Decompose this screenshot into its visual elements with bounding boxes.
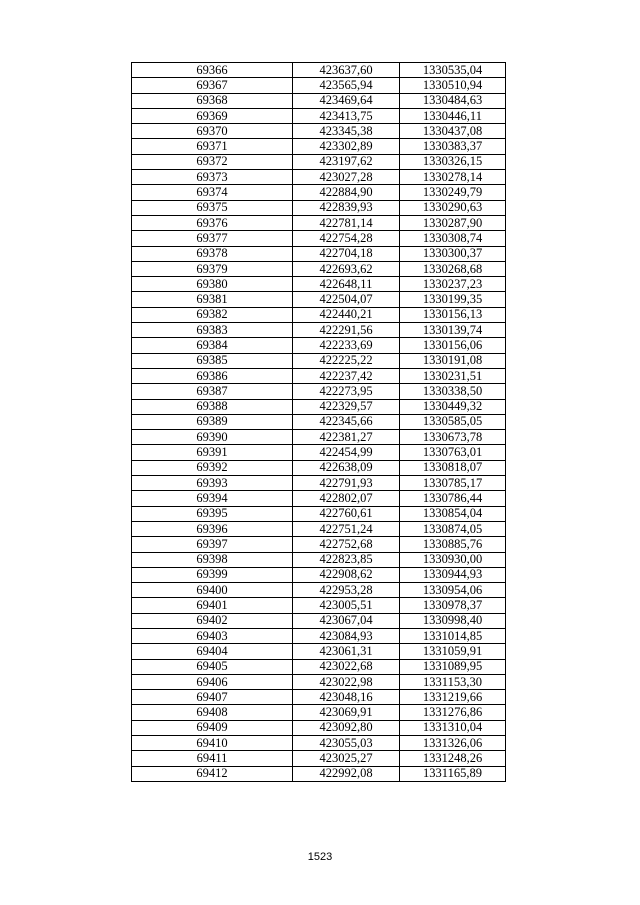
x-coordinate-cell: 422908,62 xyxy=(293,567,400,582)
point-id-cell: 69387 xyxy=(132,384,293,399)
y-coordinate-cell: 1330139,74 xyxy=(400,323,506,338)
y-coordinate-cell: 1330156,13 xyxy=(400,307,506,322)
y-coordinate-cell: 1330249,79 xyxy=(400,185,506,200)
x-coordinate-cell: 422233,69 xyxy=(293,338,400,353)
x-coordinate-cell: 422440,21 xyxy=(293,307,400,322)
x-coordinate-cell: 423084,93 xyxy=(293,628,400,643)
y-coordinate-cell: 1330308,74 xyxy=(400,231,506,246)
table-row xyxy=(132,353,506,368)
y-coordinate-cell: 1331014,85 xyxy=(400,628,506,643)
x-coordinate-cell: 422345,66 xyxy=(293,414,400,429)
x-coordinate-cell: 422802,07 xyxy=(293,491,400,506)
table-row xyxy=(132,139,506,154)
table-row xyxy=(132,93,506,108)
y-coordinate-cell: 1330326,15 xyxy=(400,154,506,169)
x-coordinate-cell: 422754,28 xyxy=(293,231,400,246)
point-id-cell: 69368 xyxy=(132,93,293,108)
coordinates-table xyxy=(131,62,506,782)
point-id-cell: 69385 xyxy=(132,353,293,368)
y-coordinate-cell: 1330854,04 xyxy=(400,506,506,521)
page-number: 1523 xyxy=(307,851,333,863)
table-row xyxy=(132,108,506,123)
point-id-cell: 69408 xyxy=(132,705,293,720)
table-row xyxy=(132,751,506,766)
y-coordinate-cell: 1330785,17 xyxy=(400,476,506,491)
x-coordinate-cell: 422884,90 xyxy=(293,185,400,200)
x-coordinate-cell: 423022,98 xyxy=(293,674,400,689)
point-id-cell: 69397 xyxy=(132,537,293,552)
table-row xyxy=(132,644,506,659)
y-coordinate-cell: 1330300,37 xyxy=(400,246,506,261)
y-coordinate-cell: 1330786,44 xyxy=(400,491,506,506)
table-row xyxy=(132,200,506,215)
x-coordinate-cell: 422791,93 xyxy=(293,476,400,491)
y-coordinate-cell: 1330156,06 xyxy=(400,338,506,353)
table-row xyxy=(132,323,506,338)
point-id-cell: 69386 xyxy=(132,368,293,383)
y-coordinate-cell: 1330449,32 xyxy=(400,399,506,414)
table-row xyxy=(132,154,506,169)
x-coordinate-cell: 423565,94 xyxy=(293,78,400,93)
x-coordinate-cell: 422381,27 xyxy=(293,430,400,445)
table-row xyxy=(132,261,506,276)
x-coordinate-cell: 423469,64 xyxy=(293,93,400,108)
table-row xyxy=(132,598,506,613)
x-coordinate-cell: 423637,60 xyxy=(293,63,400,78)
x-coordinate-cell: 422693,62 xyxy=(293,261,400,276)
point-id-cell: 69376 xyxy=(132,215,293,230)
point-id-cell: 69406 xyxy=(132,674,293,689)
y-coordinate-cell: 1331153,30 xyxy=(400,674,506,689)
x-coordinate-cell: 422504,07 xyxy=(293,292,400,307)
x-coordinate-cell: 423345,38 xyxy=(293,124,400,139)
table-row xyxy=(132,736,506,751)
table-row xyxy=(132,613,506,628)
y-coordinate-cell: 1330484,63 xyxy=(400,93,506,108)
y-coordinate-cell: 1330763,01 xyxy=(400,445,506,460)
x-coordinate-cell: 422781,14 xyxy=(293,215,400,230)
point-id-cell: 69402 xyxy=(132,613,293,628)
point-id-cell: 69392 xyxy=(132,460,293,475)
point-id-cell: 69394 xyxy=(132,491,293,506)
point-id-cell: 69403 xyxy=(132,628,293,643)
x-coordinate-cell: 422237,42 xyxy=(293,368,400,383)
x-coordinate-cell: 422839,93 xyxy=(293,200,400,215)
y-coordinate-cell: 1330944,93 xyxy=(400,567,506,582)
x-coordinate-cell: 422823,85 xyxy=(293,552,400,567)
x-coordinate-cell: 423061,31 xyxy=(293,644,400,659)
point-id-cell: 69405 xyxy=(132,659,293,674)
table-row xyxy=(132,628,506,643)
x-coordinate-cell: 422953,28 xyxy=(293,583,400,598)
table-row xyxy=(132,705,506,720)
y-coordinate-cell: 1330510,94 xyxy=(400,78,506,93)
table-row xyxy=(132,399,506,414)
y-coordinate-cell: 1330199,35 xyxy=(400,292,506,307)
table-row xyxy=(132,307,506,322)
point-id-cell: 69388 xyxy=(132,399,293,414)
table-row xyxy=(132,124,506,139)
point-id-cell: 69383 xyxy=(132,323,293,338)
y-coordinate-cell: 1330535,04 xyxy=(400,63,506,78)
x-coordinate-cell: 422329,57 xyxy=(293,399,400,414)
x-coordinate-cell: 422454,99 xyxy=(293,445,400,460)
x-coordinate-cell: 422704,18 xyxy=(293,246,400,261)
y-coordinate-cell: 1330446,11 xyxy=(400,108,506,123)
y-coordinate-cell: 1330885,76 xyxy=(400,537,506,552)
y-coordinate-cell: 1330954,06 xyxy=(400,583,506,598)
point-id-cell: 69382 xyxy=(132,307,293,322)
point-id-cell: 69373 xyxy=(132,170,293,185)
table-row xyxy=(132,430,506,445)
point-id-cell: 69378 xyxy=(132,246,293,261)
point-id-cell: 69369 xyxy=(132,108,293,123)
y-coordinate-cell: 1330383,37 xyxy=(400,139,506,154)
y-coordinate-cell: 1330287,90 xyxy=(400,215,506,230)
point-id-cell: 69400 xyxy=(132,583,293,598)
y-coordinate-cell: 1330930,00 xyxy=(400,552,506,567)
y-coordinate-cell: 1330998,40 xyxy=(400,613,506,628)
table-row xyxy=(132,690,506,705)
table-row xyxy=(132,659,506,674)
table-row xyxy=(132,491,506,506)
table-row xyxy=(132,674,506,689)
point-id-cell: 69374 xyxy=(132,185,293,200)
table-row xyxy=(132,583,506,598)
y-coordinate-cell: 1330874,05 xyxy=(400,521,506,536)
point-id-cell: 69377 xyxy=(132,231,293,246)
table-row xyxy=(132,231,506,246)
y-coordinate-cell: 1331219,66 xyxy=(400,690,506,705)
table-row xyxy=(132,460,506,475)
point-id-cell: 69412 xyxy=(132,766,293,781)
point-id-cell: 69395 xyxy=(132,506,293,521)
point-id-cell: 69410 xyxy=(132,736,293,751)
x-coordinate-cell: 422273,95 xyxy=(293,384,400,399)
x-coordinate-cell: 423022,68 xyxy=(293,659,400,674)
y-coordinate-cell: 1330278,14 xyxy=(400,170,506,185)
point-id-cell: 69379 xyxy=(132,261,293,276)
point-id-cell: 69391 xyxy=(132,445,293,460)
point-id-cell: 69381 xyxy=(132,292,293,307)
point-id-cell: 69367 xyxy=(132,78,293,93)
point-id-cell: 69384 xyxy=(132,338,293,353)
x-coordinate-cell: 423005,51 xyxy=(293,598,400,613)
y-coordinate-cell: 1330191,08 xyxy=(400,353,506,368)
point-id-cell: 69393 xyxy=(132,476,293,491)
y-coordinate-cell: 1330585,05 xyxy=(400,414,506,429)
table-row xyxy=(132,720,506,735)
y-coordinate-cell: 1331326,06 xyxy=(400,736,506,751)
y-coordinate-cell: 1330290,63 xyxy=(400,200,506,215)
y-coordinate-cell: 1331276,86 xyxy=(400,705,506,720)
x-coordinate-cell: 423302,89 xyxy=(293,139,400,154)
point-id-cell: 69399 xyxy=(132,567,293,582)
table-row xyxy=(132,215,506,230)
x-coordinate-cell: 423413,75 xyxy=(293,108,400,123)
x-coordinate-cell: 422638,09 xyxy=(293,460,400,475)
table-row xyxy=(132,476,506,491)
point-id-cell: 69366 xyxy=(132,63,293,78)
table-row xyxy=(132,63,506,78)
point-id-cell: 69407 xyxy=(132,690,293,705)
point-id-cell: 69409 xyxy=(132,720,293,735)
table-row xyxy=(132,445,506,460)
y-coordinate-cell: 1330673,78 xyxy=(400,430,506,445)
point-id-cell: 69411 xyxy=(132,751,293,766)
x-coordinate-cell: 422225,22 xyxy=(293,353,400,368)
y-coordinate-cell: 1331059,91 xyxy=(400,644,506,659)
x-coordinate-cell: 423067,04 xyxy=(293,613,400,628)
x-coordinate-cell: 423055,03 xyxy=(293,736,400,751)
point-id-cell: 69370 xyxy=(132,124,293,139)
y-coordinate-cell: 1330231,51 xyxy=(400,368,506,383)
table-row xyxy=(132,277,506,292)
y-coordinate-cell: 1330338,50 xyxy=(400,384,506,399)
table-row xyxy=(132,78,506,93)
x-coordinate-cell: 422752,68 xyxy=(293,537,400,552)
table-row xyxy=(132,246,506,261)
point-id-cell: 69375 xyxy=(132,200,293,215)
table-row xyxy=(132,338,506,353)
x-coordinate-cell: 423027,28 xyxy=(293,170,400,185)
y-coordinate-cell: 1330818,07 xyxy=(400,460,506,475)
x-coordinate-cell: 423048,16 xyxy=(293,690,400,705)
x-coordinate-cell: 423092,80 xyxy=(293,720,400,735)
y-coordinate-cell: 1330978,37 xyxy=(400,598,506,613)
x-coordinate-cell: 423197,62 xyxy=(293,154,400,169)
table-row xyxy=(132,506,506,521)
point-id-cell: 69371 xyxy=(132,139,293,154)
point-id-cell: 69372 xyxy=(132,154,293,169)
x-coordinate-cell: 422291,56 xyxy=(293,323,400,338)
x-coordinate-cell: 423069,91 xyxy=(293,705,400,720)
y-coordinate-cell: 1330237,23 xyxy=(400,277,506,292)
table-row xyxy=(132,414,506,429)
y-coordinate-cell: 1331248,26 xyxy=(400,751,506,766)
x-coordinate-cell: 422760,61 xyxy=(293,506,400,521)
point-id-cell: 69404 xyxy=(132,644,293,659)
point-id-cell: 69396 xyxy=(132,521,293,536)
x-coordinate-cell: 423025,27 xyxy=(293,751,400,766)
y-coordinate-cell: 1331089,95 xyxy=(400,659,506,674)
table-row xyxy=(132,384,506,399)
table-row xyxy=(132,537,506,552)
table-row xyxy=(132,567,506,582)
table-row xyxy=(132,185,506,200)
table-row xyxy=(132,521,506,536)
table-row xyxy=(132,766,506,781)
table-row xyxy=(132,368,506,383)
coordinates-table-body xyxy=(132,63,506,782)
y-coordinate-cell: 1331165,89 xyxy=(400,766,506,781)
y-coordinate-cell: 1330437,08 xyxy=(400,124,506,139)
point-id-cell: 69401 xyxy=(132,598,293,613)
point-id-cell: 69398 xyxy=(132,552,293,567)
x-coordinate-cell: 422751,24 xyxy=(293,521,400,536)
point-id-cell: 69380 xyxy=(132,277,293,292)
point-id-cell: 69389 xyxy=(132,414,293,429)
y-coordinate-cell: 1331310,04 xyxy=(400,720,506,735)
table-row xyxy=(132,292,506,307)
point-id-cell: 69390 xyxy=(132,430,293,445)
x-coordinate-cell: 422992,08 xyxy=(293,766,400,781)
table-row xyxy=(132,170,506,185)
table-row xyxy=(132,552,506,567)
y-coordinate-cell: 1330268,68 xyxy=(400,261,506,276)
x-coordinate-cell: 422648,11 xyxy=(293,277,400,292)
